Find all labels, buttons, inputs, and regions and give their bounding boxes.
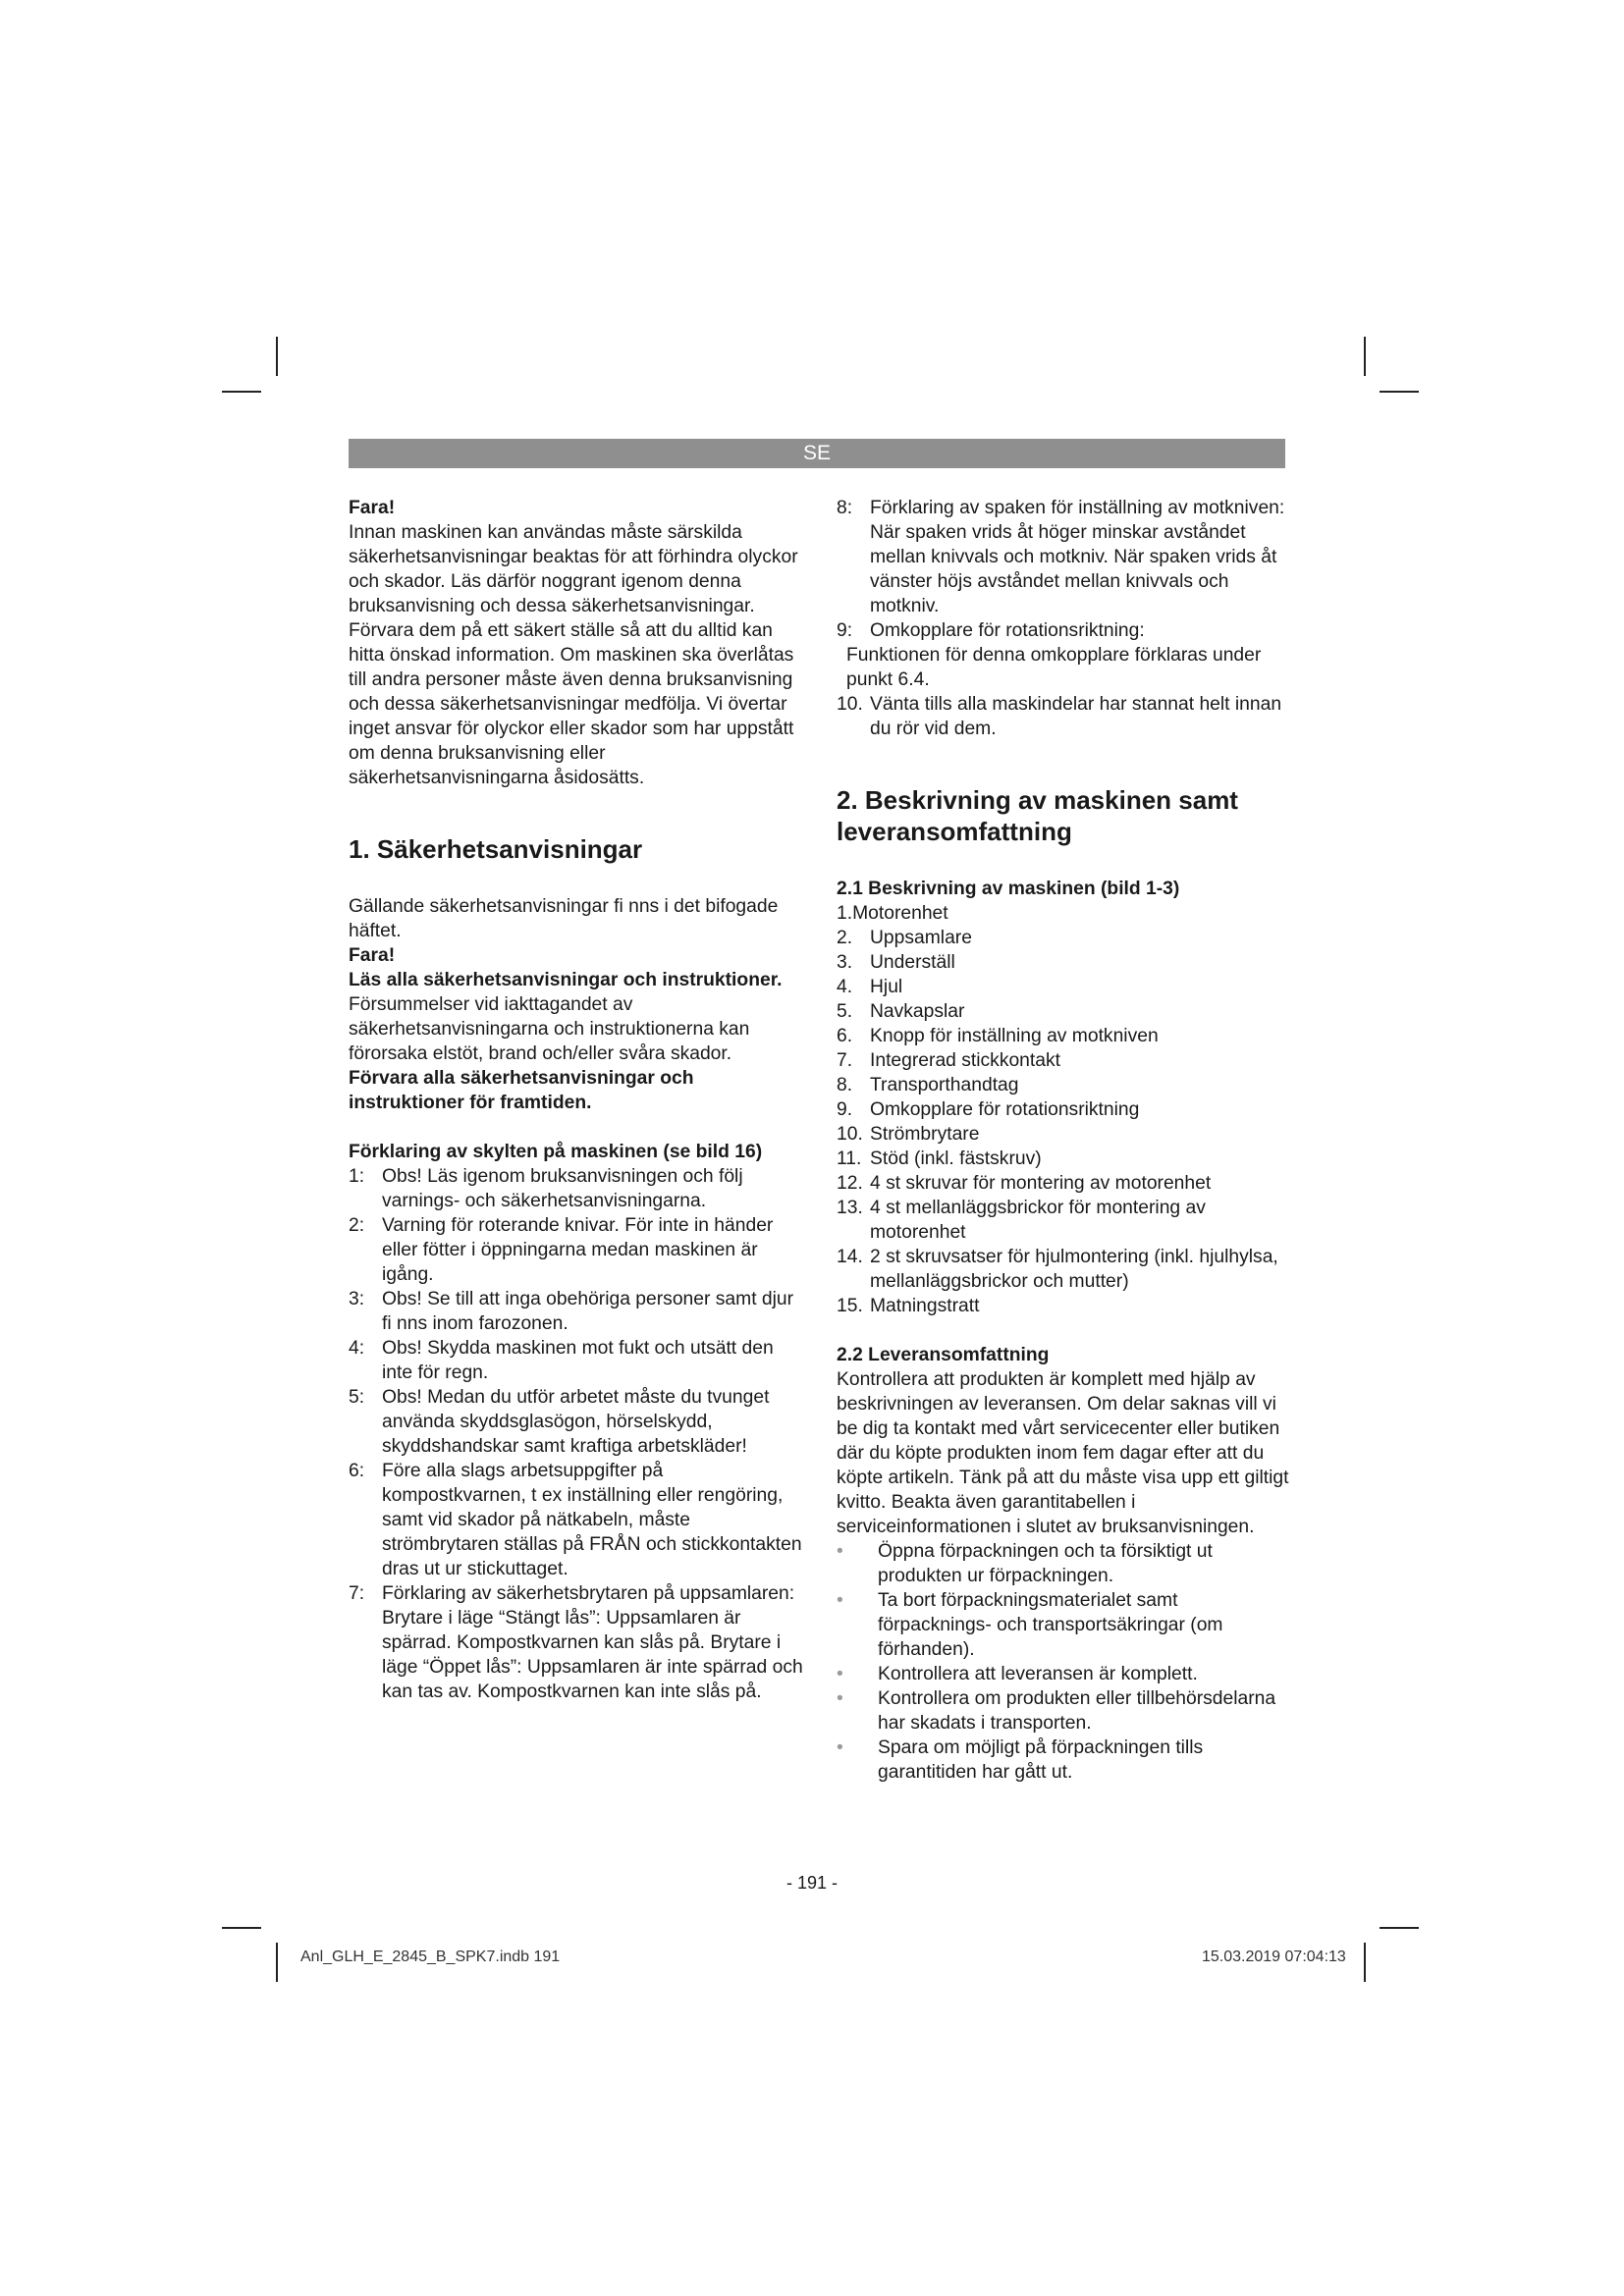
item-number: 11. [837, 1148, 862, 1169]
item-text: Förklaring av säkerhetsbrytaren på uppsamlaren: [382, 1583, 795, 1604]
item-number: 2: [349, 1215, 365, 1236]
item-text: Hjul [870, 977, 903, 997]
list-item [837, 926, 1296, 950]
bullet-icon: • [837, 1664, 843, 1684]
footer-datetime: 15.03.2019 07:04:13 [1202, 1949, 1346, 1965]
danger-text: Innan maskinen kan användas måste särskilda säkerhetsanvisningar beaktas för att förhindra olyckor och skador. Läs därför noggrant igenom denna bruksanvisning och dessa säkerhetsanvisningar. Förvara dem på ett säkert ställe så att du alltid kan hitta önskad information. Om maskinen ska överlåtas till andra personer måste även denna bruksanvisning och dessa säkerhetsanvisningar medfölja. Vi övertar inget ansvar för olyckor eller skador som har uppstått om denna bruksanvisning eller säkerhetsanvisningarna åsidosätts. [349, 522, 798, 788]
item-text: Underställ [870, 952, 955, 973]
item-text: Knopp för inställning av motkniven [870, 1026, 1159, 1046]
bullet-text: Ta bort förpackningsmaterialet samt förpacknings- och transportsäkringar (om förhanden). [878, 1590, 1223, 1660]
safety-warning [349, 968, 805, 1115]
item-number: 10. [837, 694, 863, 715]
item-number: 13. [837, 1198, 863, 1218]
list-item [349, 1385, 805, 1459]
bullet-icon: • [837, 1737, 843, 1758]
left-column [349, 496, 805, 1704]
list-item [837, 999, 1296, 1024]
bullet-icon: • [837, 1590, 843, 1611]
list-item [349, 1336, 805, 1385]
list-item [837, 1048, 1296, 1073]
list-item [349, 1287, 805, 1336]
danger-heading-2: Fara! [349, 945, 396, 966]
item-number: 14. [837, 1247, 863, 1267]
item-number: 3. [837, 952, 853, 973]
item-number: 15. [837, 1296, 863, 1316]
warning-bold-1: Läs alla säkerhetsanvisningar och instruktioner. [349, 970, 783, 990]
list-item [837, 1097, 1296, 1122]
sign-item-10 [837, 692, 1296, 741]
item-text: Integrerad stickkontakt [870, 1050, 1060, 1071]
list-item [837, 692, 1296, 741]
crop-mark [222, 1927, 261, 1929]
language-header-bar [349, 439, 1285, 468]
item-number: 12. [837, 1173, 863, 1194]
item-text: Obs! Skydda maskinen mot fukt och utsätt den inte för regn. [382, 1338, 774, 1383]
crop-mark [1380, 391, 1419, 393]
warning-text: Försummelser vid iakttagandet av säkerhetsanvisningarna och instruktionerna kan förorsaka elstöt, brand och/eller svåra skador. [349, 994, 750, 1064]
parts-list [837, 926, 1296, 1318]
item-text: 4 st skruvar för montering av motorenhet [870, 1173, 1212, 1194]
section-1-title: 1. Säkerhetsanvisningar [349, 834, 643, 864]
page-number: - 191 - [785, 1873, 839, 1893]
item-text: 2 st skruvsatser för hjulmontering (inkl. hjulhylsa, mellanläggsbrickor och mutter) [870, 1247, 1278, 1292]
item-subtext: Brytare i läge “Stängt lås”: Uppsamlaren är spärrad. Kompostkvarnen kan slås på. Brytare i läge “Öppet lås”: Uppsamlaren är inte spärrad och kan tas av. Kompostkvarnen kan inte slås på. [382, 1608, 803, 1702]
item-text: Matningstratt [870, 1296, 980, 1316]
list-item [837, 1735, 1296, 1785]
item-text: Förklaring av spaken för inställning av motkniven: [870, 498, 1285, 518]
item-text: Obs! Läs igenom bruksanvisningen och följ varnings- och säkerhetsanvisningarna. [382, 1166, 743, 1211]
list-item [349, 1459, 805, 1581]
item-text: Uppsamlare [870, 928, 972, 948]
item-9-extra-text: Funktionen för denna omkopplare förklaras under punkt 6.4. [846, 645, 1262, 690]
item-text: Obs! Medan du utför arbetet måste du tvunget använda skyddsglasögon, hörselskydd, skyddshandskar samt kraftiga arbetskläder! [382, 1387, 770, 1457]
item-number: 4. [837, 977, 853, 997]
list-item [837, 1588, 1296, 1662]
crop-mark [1380, 1927, 1419, 1929]
item-subtext: När spaken vrids åt höger minskar avståndet mellan knivvals och motkniv. När spaken vrids åt vänster höjs avståndet mellan knivvals och motkniv. [870, 522, 1277, 616]
item-text: Strömbrytare [870, 1124, 980, 1145]
bullet-text: Kontrollera att leveransen är komplett. [878, 1664, 1198, 1684]
item-number: 1: [349, 1166, 365, 1187]
item-number: 8. [837, 1075, 853, 1095]
item-number: 6: [349, 1461, 365, 1481]
crop-mark [1364, 337, 1366, 376]
list-item [837, 1196, 1296, 1245]
list-item [837, 975, 1296, 999]
language-label: SE [802, 442, 831, 464]
crop-mark [1364, 1943, 1366, 1982]
item-number: 2. [837, 928, 853, 948]
bullet-icon: • [837, 1688, 843, 1709]
bullet-text: Kontrollera om produkten eller tillbehörsdelarna har skadats i transporten. [878, 1688, 1276, 1734]
item-number: 3: [349, 1289, 365, 1309]
item-number: 7. [837, 1050, 853, 1071]
list-item [837, 1294, 1296, 1318]
list-item [837, 496, 1296, 618]
list-item [837, 1147, 1296, 1171]
item-text: Transporthandtag [870, 1075, 1019, 1095]
warning-bold-2: Förvara alla säkerhetsanvisningar och instruktioner för framtiden. [349, 1068, 694, 1113]
item-number: 9: [837, 620, 853, 641]
sign-explanation-title: Förklaring av skylten på maskinen (se bild 16) [349, 1142, 763, 1162]
item-text: Omkopplare för rotationsriktning: [870, 620, 1145, 641]
list-item [349, 1581, 805, 1704]
list-item [837, 618, 1296, 643]
item-number: 5: [349, 1387, 365, 1408]
section-2-title: 2. Beskrivning av maskinen samt leveransomfattning [837, 785, 1238, 846]
bullet-text: Spara om möjligt på förpackningen tills garantitiden har gått ut. [878, 1737, 1204, 1783]
delivery-bullets [837, 1539, 1296, 1785]
list-item [837, 1245, 1296, 1294]
item-text: Navkapslar [870, 1001, 965, 1022]
item-text: Före alla slags arbetsuppgifter på kompostkvarnen, t ex inställning eller rengöring, samt vid skador på nätkabeln, måste strömbrytaren ställas på FRÅN och stickkontakten dras ut ur stickuttaget. [382, 1461, 802, 1579]
crop-mark [276, 337, 278, 376]
subsection-2-1-title: 2.1 Beskrivning av maskinen (bild 1-3) [837, 879, 1180, 899]
sign-items-list [349, 1164, 805, 1704]
crop-mark [222, 391, 261, 393]
list-item [837, 1024, 1296, 1048]
part-1: 1.Motorenhet [837, 903, 948, 924]
item-text: 4 st mellanläggsbrickor för montering av motorenhet [870, 1198, 1206, 1243]
list-item [837, 1662, 1296, 1686]
list-item [349, 1164, 805, 1213]
item-number: 4: [349, 1338, 365, 1359]
item-number: 10. [837, 1124, 863, 1145]
list-item [837, 1122, 1296, 1147]
item-number: 5. [837, 1001, 853, 1022]
list-item [837, 1171, 1296, 1196]
item-text: Vänta tills alla maskindelar har stannat helt innan du rör vid dem. [870, 694, 1282, 739]
danger-heading: Fara! [349, 498, 396, 518]
footer-file: Anl_GLH_E_2845_B_SPK7.indb 191 [300, 1949, 561, 1965]
item-text: Obs! Se till att inga obehöriga personer samt djur fi nns inom farozonen. [382, 1289, 794, 1334]
list-item [837, 950, 1296, 975]
delivery-text: Kontrollera att produkten är komplett med hjälp av beskrivningen av leveransen. Om delar saknas vill vi be dig ta kontakt med vårt servicecenter eller butiken där du köpte produkten inom fem dagar efter att du köpte artikeln. Tänk på att du måste visa upp ett giltigt kvitto. Beakta även garantitabellen i serviceinformationen i slutet av bruksanvisningen. [837, 1369, 1289, 1537]
item-number: 9. [837, 1099, 853, 1120]
sign-items-continued [837, 496, 1296, 643]
bullet-text: Öppna förpackningen och ta försiktigt ut produkten ur förpackningen. [878, 1541, 1213, 1586]
item-number: 7: [349, 1583, 365, 1604]
list-item [837, 1686, 1296, 1735]
list-item [837, 1073, 1296, 1097]
item-text: Omkopplare för rotationsriktning [870, 1099, 1140, 1120]
crop-mark [276, 1943, 278, 1982]
item-text: Stöd (inkl. fästskruv) [870, 1148, 1042, 1169]
safety-intro: Gällande säkerhetsanvisningar fi nns i det bifogade häftet. [349, 896, 779, 941]
right-column [837, 496, 1296, 1785]
item-text: Varning för roterande knivar. För inte in händer eller fötter i öppningarna medan maskinen är igång. [382, 1215, 774, 1285]
bullet-icon: • [837, 1541, 843, 1562]
subsection-2-2-title: 2.2 Leveransomfattning [837, 1345, 1050, 1365]
item-number: 8: [837, 498, 853, 518]
item-number: 6. [837, 1026, 853, 1046]
item-9-extra [837, 643, 1296, 692]
list-item [349, 1213, 805, 1287]
list-item [837, 1539, 1296, 1588]
